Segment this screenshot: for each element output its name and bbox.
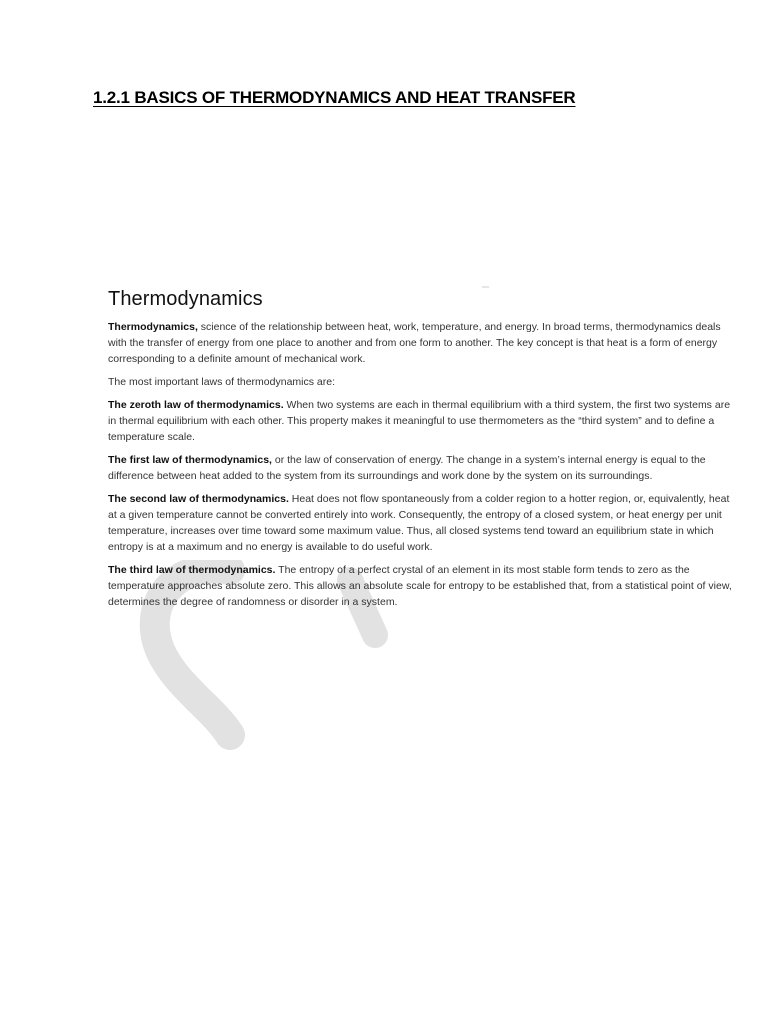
paragraph-laws-intro	[108, 374, 738, 390]
excerpt-title: Thermodynamics	[108, 288, 263, 310]
paragraph-lead: Thermodynamics,	[108, 321, 198, 333]
article-excerpt	[108, 288, 738, 617]
paragraph-body: The entropy of a perfect crystal of an element in its most stable form tends to zero as the temperature approaches absolute zero. This allows an absolute scale for entropy to be established that, from a statistical point of view, determines the degree of randomness or disorder in a system.	[108, 564, 732, 608]
paragraph-body: Heat does not flow spontaneously from a colder region to a hotter region, or, equivalently, heat at a given temperature cannot be converted entirely into work. Consequently, the entropy of a closed system, or heat energy per unit temperature, increases over time toward some maximum value. Thus, all closed systems tend toward an equilibrium state in which entropy is at a maximum and no energy is available to do useful work.	[108, 493, 730, 553]
paragraph-zeroth-law	[108, 397, 738, 445]
paragraph-definition	[108, 319, 738, 367]
section-heading: 1.2.1 BASICS OF THERMODYNAMICS AND HEAT TRANSFER	[93, 88, 576, 107]
paragraph-first-law	[108, 452, 738, 484]
paragraph-lead: The zeroth law of thermodynamics.	[108, 399, 284, 411]
paragraph-lead: The third law of thermodynamics.	[108, 564, 276, 576]
paragraph-second-law	[108, 491, 738, 555]
paragraph-body: science of the relationship between heat, work, temperature, and energy. In broad terms, thermodynamics deals with the transfer of energy from one place to another and from one form to another. The key concept is that heat is a form of energy corresponding to a definite amount of mechanical work.	[108, 321, 721, 365]
paragraph-body: The most important laws of thermodynamics are:	[108, 376, 336, 388]
paragraph-third-law	[108, 562, 738, 610]
paragraph-lead: The second law of thermodynamics.	[108, 493, 289, 505]
paragraph-body: or the law of conservation of energy. The change in a system’s internal energy is equal to the difference between heat added to the system from its surroundings and work done by the system on its surroundings.	[108, 454, 706, 482]
paragraph-body: When two systems are each in thermal equilibrium with a third system, the first two systems are in thermal equilibrium with each other. This property makes it meaningful to use thermometers as the “third system” and to define a temperature scale.	[108, 399, 731, 443]
paragraph-lead: The first law of thermodynamics,	[108, 454, 272, 466]
